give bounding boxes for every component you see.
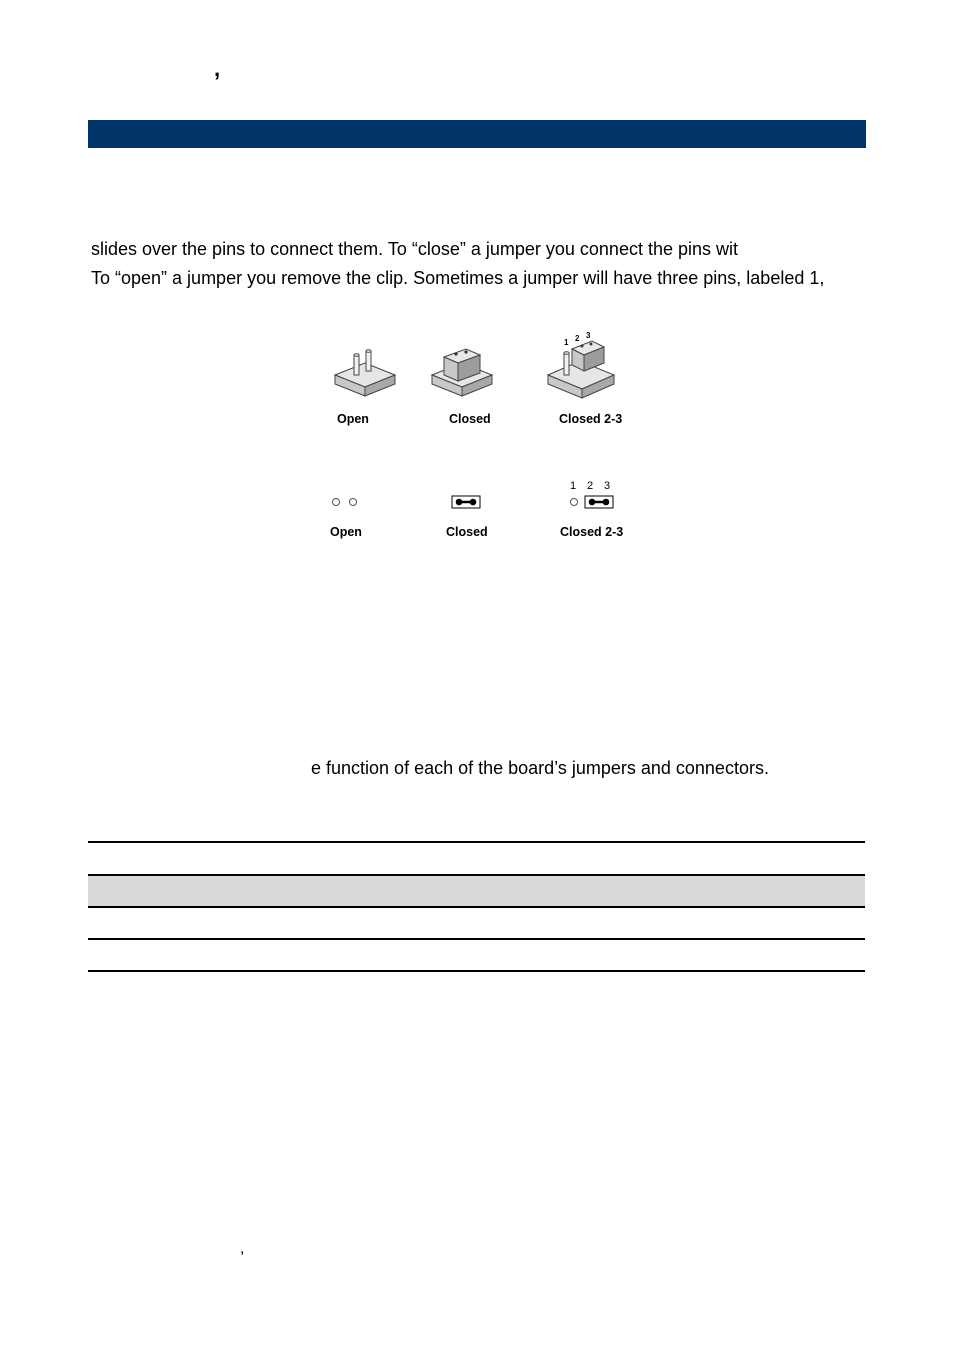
jumper-closed-schematic	[452, 496, 480, 508]
pin-number-2: 2	[587, 480, 594, 492]
label-open-3d: Open	[337, 412, 369, 426]
pin-number-2-3d: 2	[575, 334, 580, 343]
jumper-function-description: e function of each of the board’s jumpers and connectors.	[311, 758, 769, 778]
jumper-closed-2-3-3d	[548, 341, 614, 398]
jumper-open-schematic	[333, 499, 357, 506]
table-top-rule	[88, 841, 865, 843]
jumper-schematic	[325, 493, 625, 511]
pin-number-3-3d: 3	[586, 331, 591, 340]
table-row-rule-2	[88, 938, 865, 940]
label-closed-3d: Closed	[449, 412, 491, 426]
table-row-rule-1	[88, 906, 865, 908]
label-closed-2-3-3d: Closed 2-3	[559, 412, 623, 426]
pin-number-1: 1	[570, 480, 577, 492]
intro-line-2: To “open” a jumper you remove the clip. Sometimes a jumper will have three pins, labeled 1,	[91, 268, 825, 288]
pin-number-1-3d: 1	[564, 338, 569, 347]
pin-number-3: 3	[604, 480, 611, 492]
header-mark: ,	[214, 56, 221, 81]
table-header-top-rule	[88, 874, 865, 876]
footer-mark: ,	[240, 1240, 245, 1257]
section-heading-bar	[88, 120, 866, 148]
label-open-schematic: Open	[330, 525, 362, 539]
jumper-open-3d	[335, 350, 395, 396]
jumper-3d-illustration	[320, 325, 640, 405]
jumper-closed-2-3-schematic	[571, 496, 614, 508]
intro-line-1: slides over the pins to connect them. To “close” a jumper you connect the pins wit	[91, 239, 738, 259]
label-closed-2-3-schematic: Closed 2-3	[560, 525, 624, 539]
label-closed-schematic: Closed	[446, 525, 488, 539]
table-bottom-rule	[88, 970, 865, 972]
table-header-row	[88, 876, 865, 906]
jumper-closed-3d	[432, 349, 492, 396]
